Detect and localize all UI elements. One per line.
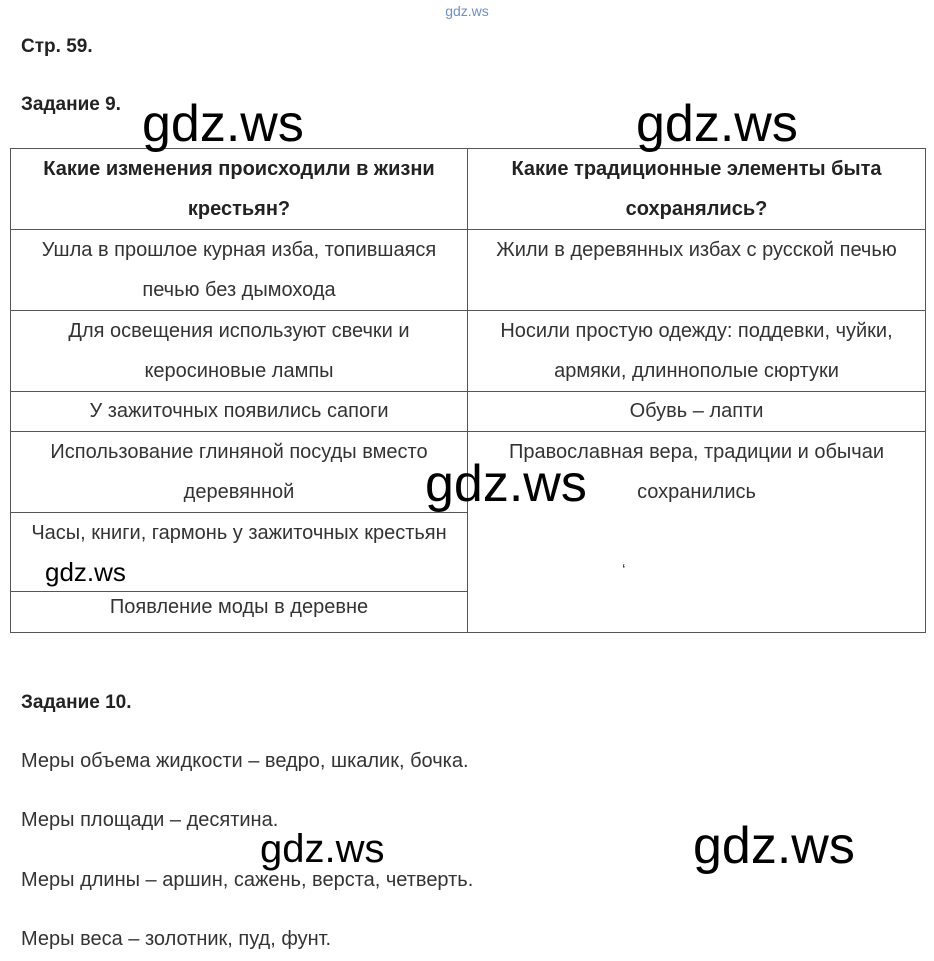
stray-mark: ‘ xyxy=(622,562,626,579)
watermark-text: gdz.ws xyxy=(636,95,798,153)
task10-line: Меры длины – аршин, сажень, верста, четверть. xyxy=(21,869,474,891)
watermark-text: gdz.ws xyxy=(693,817,855,875)
top-watermark: gdz.ws xyxy=(445,3,489,19)
column-header-changes: Какие изменения происходили в жизни крестьян? xyxy=(11,149,468,230)
table-row xyxy=(11,311,926,392)
table-cell-changes: Для освещения используют свечки и керосиновые лампы xyxy=(11,311,468,392)
table-header-row xyxy=(11,149,926,230)
task10-line: Меры объема жидкости – ведро, шкалик, бочка. xyxy=(21,750,469,772)
task10-line: Меры веса – золотник, пуд, фунт. xyxy=(21,928,332,950)
table-row xyxy=(11,230,926,311)
watermark-text: gdz.ws xyxy=(425,455,587,513)
task10-heading: Задание 10. xyxy=(21,692,132,713)
table-cell-kept: Носили простую одежду: поддевки, чуйки, армяки, длиннополые сюртуки xyxy=(468,311,926,392)
watermark-text: gdz.ws xyxy=(260,827,385,871)
task9-table xyxy=(10,148,926,633)
watermark-text: gdz.ws xyxy=(45,557,126,587)
table-cell-changes: Часы, книги, гармонь у зажиточных крестьян xyxy=(11,513,468,592)
table-row xyxy=(11,392,926,432)
table-cell-kept: Обувь – лапти xyxy=(468,392,926,432)
task9-heading: Задание 9. xyxy=(21,94,121,115)
table-cell-changes: Ушла в прошлое курная изба, топившаяся печью без дымохода xyxy=(11,230,468,311)
table-cell-changes: Использование глиняной посуды вместо деревянной xyxy=(11,432,468,513)
watermark-text: gdz.ws xyxy=(142,95,304,153)
task10-line: Меры площади – десятина. xyxy=(21,809,279,831)
table-cell-changes: Появление моды в деревне xyxy=(11,592,468,633)
table-cell-kept: Жили в деревянных избах с русской печью xyxy=(468,230,926,311)
table-cell-changes: У зажиточных появились сапоги xyxy=(11,392,468,432)
table-cell-kept: Православная вера, традиции и обычаи сохранились xyxy=(468,432,926,633)
page-number-heading: Стр. 59. xyxy=(21,36,93,57)
column-header-kept: Какие традиционные элементы быта сохранялись? xyxy=(468,149,926,230)
